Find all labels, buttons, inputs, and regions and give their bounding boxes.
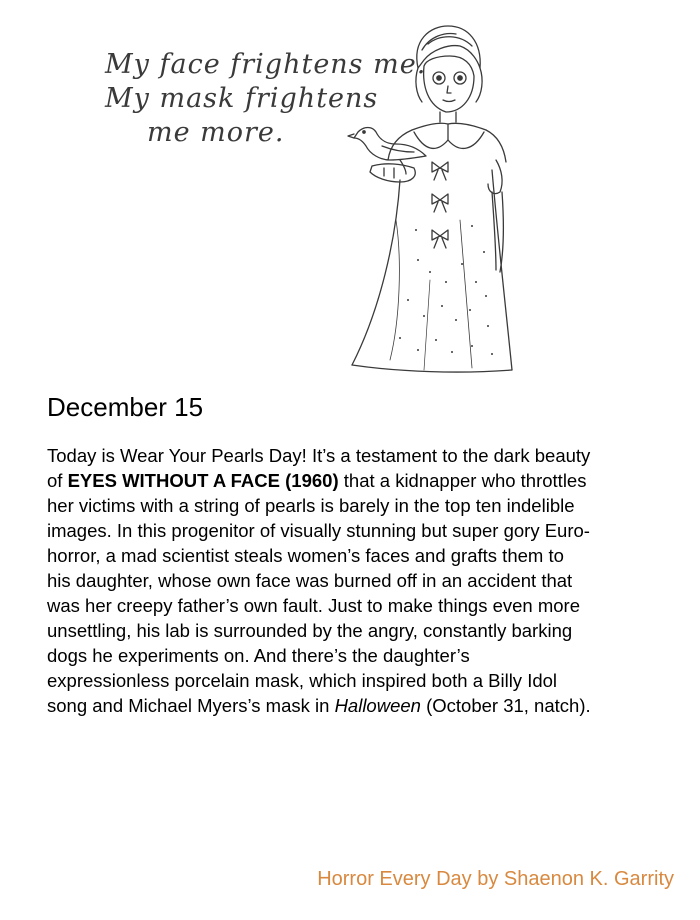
girl-face	[424, 56, 474, 112]
caption-line-2: My mask frightens	[105, 82, 379, 114]
dress-bows	[432, 162, 448, 248]
entry-text-part-1: Today is Wear Your Pearls Day! It’s a testament to the dark beauty of	[47, 445, 591, 491]
girl-hand	[370, 164, 415, 182]
italic-reference: Halloween	[334, 695, 421, 716]
entry-date: December 15	[47, 392, 204, 422]
caption-line-3: me more.	[147, 116, 285, 148]
entry-text-part-2: that a kidnapper who throttles her victims with a string of pearls is barely in the top ten indelible images. In this progenitor of visually stunning but super gory Euro-horror, a mad scientist steals women’s faces and grafts them to his daughter, whose own face was burned off in an accident that was her creepy father’s own fault. Just to make things even more unsettling, his lab is surrounded by the angry, constantly barking dogs he experiments on. And there’s the daughter’s expressionless porcelain mask, which inspired both a Billy Idol song and Michael Myers’s mask in	[47, 470, 590, 716]
credit-line: Horror Every Day by Shaenon K. Garrity	[317, 868, 674, 890]
entry-body	[47, 443, 592, 718]
handwritten-caption	[105, 48, 426, 149]
dress-dots	[399, 225, 493, 355]
film-title: EYES WITHOUT A FACE (1960)	[67, 470, 339, 491]
entry-text-part-3: (October 31, natch).	[420, 695, 591, 716]
caption-line-1: My face frightens me.	[105, 49, 427, 80]
